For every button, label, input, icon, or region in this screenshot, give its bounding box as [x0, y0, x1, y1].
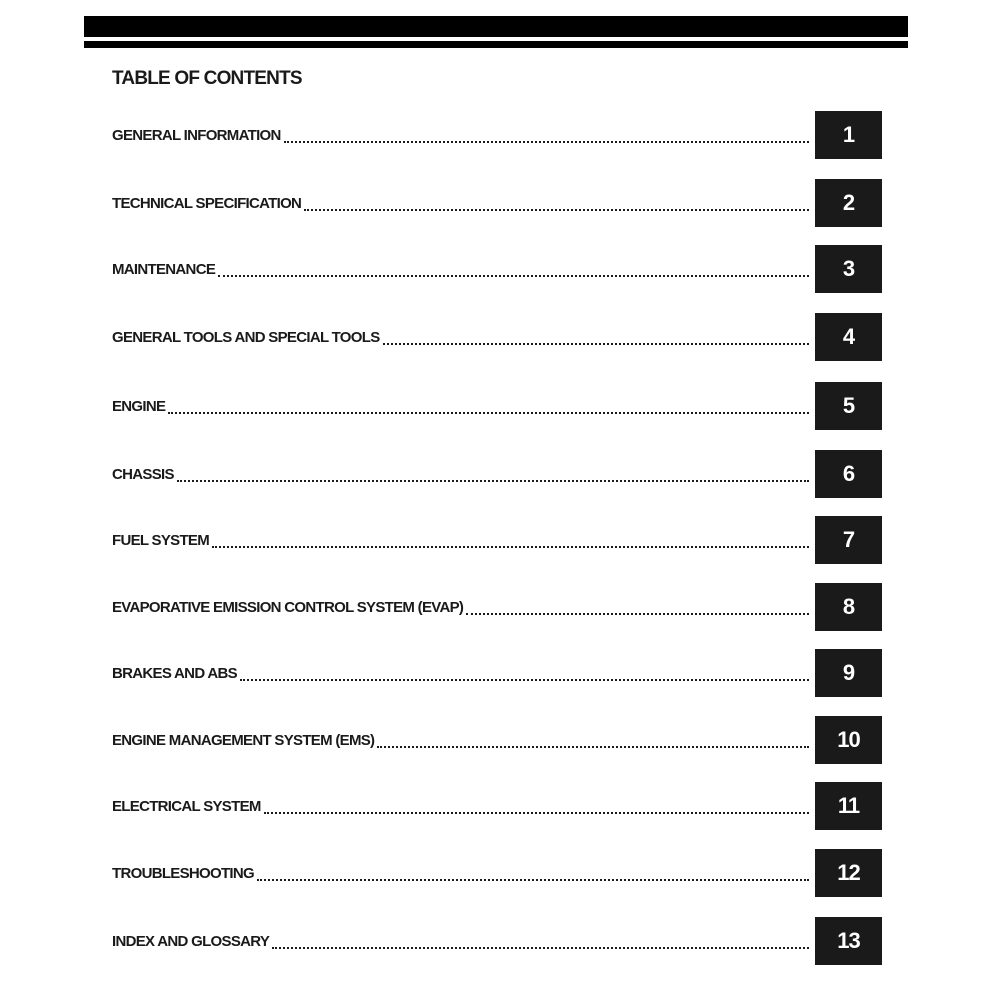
toc-entry-label: BRAKES AND ABS	[112, 664, 237, 682]
dot-leader	[377, 746, 809, 748]
dot-leader	[240, 679, 809, 681]
section-number-tab[interactable]: 9	[815, 649, 882, 697]
dot-leader	[466, 613, 809, 615]
toc-entry-general-tools[interactable]	[112, 313, 882, 361]
toc-entry-fuel-system[interactable]	[112, 516, 882, 564]
dot-leader	[304, 209, 809, 211]
toc-entry-troubleshooting[interactable]	[112, 849, 882, 897]
toc-entry-label: CHASSIS	[112, 465, 174, 483]
toc-entry-label: EVAPORATIVE EMISSION CONTROL SYSTEM (EVAP)	[112, 598, 464, 616]
toc-entry-technical-specification[interactable]	[112, 179, 882, 227]
toc-entry-chassis[interactable]	[112, 450, 882, 498]
toc-entry-general-information[interactable]	[112, 111, 882, 159]
toc-entry-evap[interactable]	[112, 583, 882, 631]
dot-leader	[257, 879, 809, 881]
header-bar-thin	[84, 41, 908, 48]
toc-entry-electrical-system[interactable]	[112, 782, 882, 830]
toc-entry-label: ELECTRICAL SYSTEM	[112, 797, 261, 815]
toc-entry-index-glossary[interactable]	[112, 917, 882, 965]
section-number-tab[interactable]: 10	[815, 716, 882, 764]
dot-leader	[177, 480, 809, 482]
toc-entry-label: TROUBLESHOOTING	[112, 864, 254, 882]
dot-leader	[284, 141, 809, 143]
dot-leader	[212, 546, 809, 548]
dot-leader	[264, 812, 809, 814]
toc-entry-label: GENERAL TOOLS AND SPECIAL TOOLS	[112, 328, 380, 346]
toc-entry-engine[interactable]	[112, 382, 882, 430]
toc-entry-brakes-abs[interactable]	[112, 649, 882, 697]
section-number-tab[interactable]: 13	[815, 917, 882, 965]
section-number-tab[interactable]: 2	[815, 179, 882, 227]
section-number-tab[interactable]: 6	[815, 450, 882, 498]
dot-leader	[218, 275, 809, 277]
section-number-tab[interactable]: 12	[815, 849, 882, 897]
toc-entry-label: MAINTENANCE	[112, 260, 216, 278]
toc-entry-label: ENGINE MANAGEMENT SYSTEM (EMS)	[112, 731, 375, 749]
toc-entry-label: TECHNICAL SPECIFICATION	[112, 194, 302, 212]
toc-entry-label: ENGINE	[112, 397, 166, 415]
section-number-tab[interactable]: 7	[815, 516, 882, 564]
toc-entry-maintenance[interactable]	[112, 245, 882, 293]
section-number-tab[interactable]: 3	[815, 245, 882, 293]
section-number-tab[interactable]: 5	[815, 382, 882, 430]
toc-entry-label: FUEL SYSTEM	[112, 531, 210, 549]
section-number-tab[interactable]: 8	[815, 583, 882, 631]
toc-entry-label: INDEX AND GLOSSARY	[112, 932, 270, 950]
page-title: TABLE OF CONTENTS	[112, 68, 302, 89]
toc-entry-ems[interactable]	[112, 716, 882, 764]
section-number-tab[interactable]: 4	[815, 313, 882, 361]
section-number-tab[interactable]: 1	[815, 111, 882, 159]
section-number-tab[interactable]: 11	[815, 782, 882, 830]
dot-leader	[383, 343, 809, 345]
header-bar-thick	[84, 16, 908, 37]
toc-entry-label: GENERAL INFORMATION	[112, 126, 281, 144]
dot-leader	[272, 947, 809, 949]
dot-leader	[168, 412, 809, 414]
